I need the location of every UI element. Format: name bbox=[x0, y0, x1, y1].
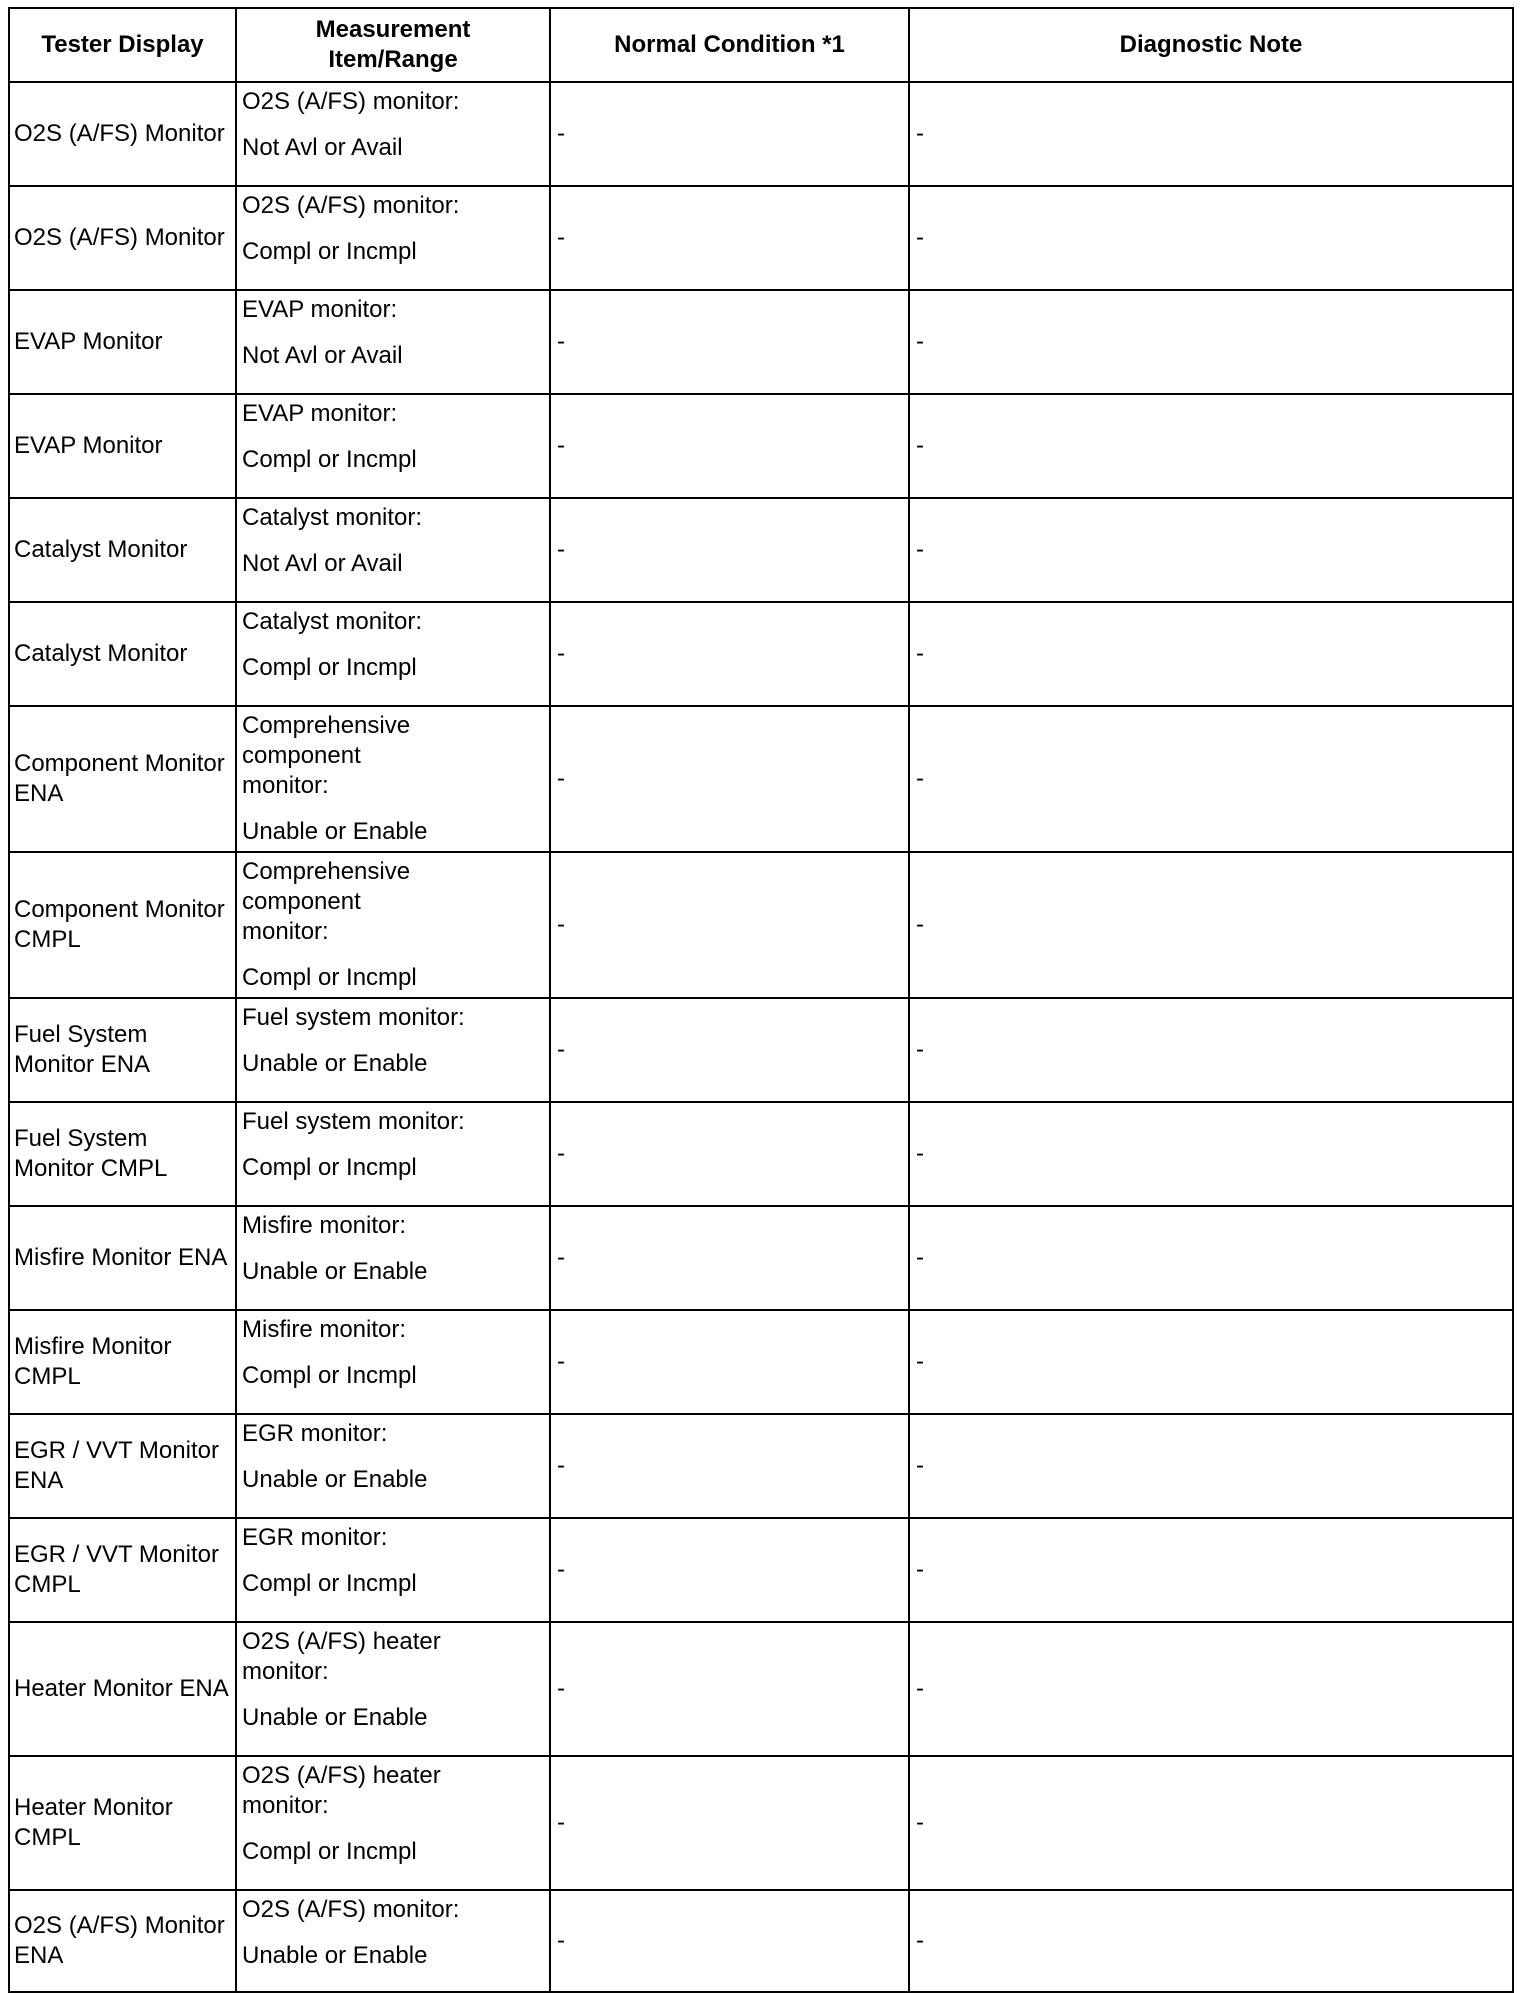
table-header-row bbox=[9, 8, 1513, 82]
measurement-item: Misfire monitor: bbox=[242, 1212, 407, 1239]
table-row bbox=[9, 1310, 1513, 1414]
measurement-range: Unable or Enable bbox=[242, 1258, 428, 1285]
tester-display-cell bbox=[9, 394, 236, 498]
diagnostic-note-cell: - bbox=[909, 1622, 1513, 1756]
measurement-cell bbox=[236, 290, 550, 394]
header-normal-condition: Normal Condition *1 bbox=[550, 8, 909, 82]
tester-display-text: Fuel System Monitor ENA bbox=[14, 1021, 151, 1078]
diagnostic-note-cell: - bbox=[909, 1206, 1513, 1310]
table-row bbox=[9, 998, 1513, 1102]
diagnostic-note-cell: - bbox=[909, 1414, 1513, 1518]
diagnostic-note-cell: - bbox=[909, 82, 1513, 186]
diagnostic-note-cell: - bbox=[909, 498, 1513, 602]
normal-condition-cell: - bbox=[550, 602, 909, 706]
diagnostic-note-cell: - bbox=[909, 602, 1513, 706]
measurement-range: Compl or Incmpl bbox=[242, 1570, 417, 1597]
diagnostic-note-cell: - bbox=[909, 852, 1513, 998]
table-row bbox=[9, 1890, 1513, 1992]
table-row bbox=[9, 1206, 1513, 1310]
measurement-item: O2S (A/FS) heater monitor: bbox=[242, 1628, 441, 1685]
measurement-range: Not Avl or Avail bbox=[242, 134, 403, 161]
measurement-cell bbox=[236, 1890, 550, 1992]
measurement-range: Unable or Enable bbox=[242, 1050, 428, 1077]
measurement-cell bbox=[236, 1756, 550, 1890]
measurement-cell bbox=[236, 1622, 550, 1756]
measurement-cell bbox=[236, 1414, 550, 1518]
table-row bbox=[9, 1622, 1513, 1756]
tester-display-cell bbox=[9, 1890, 236, 1992]
tester-display-text: Heater Monitor CMPL bbox=[14, 1794, 173, 1851]
tester-display-text: O2S (A/FS) Monitor bbox=[14, 120, 225, 147]
monitor-status-table bbox=[8, 7, 1514, 1993]
table-row bbox=[9, 290, 1513, 394]
measurement-range: Unable or Enable bbox=[242, 818, 428, 845]
tester-display-cell bbox=[9, 1756, 236, 1890]
tester-display-text: Heater Monitor ENA bbox=[14, 1675, 229, 1702]
measurement-item: O2S (A/FS) monitor: bbox=[242, 1896, 460, 1923]
normal-condition-cell: - bbox=[550, 998, 909, 1102]
diagnostic-note-cell: - bbox=[909, 706, 1513, 852]
measurement-range: Compl or Incmpl bbox=[242, 1362, 417, 1389]
measurement-cell bbox=[236, 706, 550, 852]
tester-display-text: Component Monitor ENA bbox=[14, 750, 225, 807]
tester-display-cell bbox=[9, 290, 236, 394]
table-row bbox=[9, 852, 1513, 998]
measurement-cell bbox=[236, 602, 550, 706]
tester-display-cell bbox=[9, 706, 236, 852]
tester-display-cell bbox=[9, 1622, 236, 1756]
normal-condition-cell: - bbox=[550, 186, 909, 290]
tester-display-text: Misfire Monitor CMPL bbox=[14, 1333, 172, 1390]
measurement-item: EVAP monitor: bbox=[242, 400, 398, 427]
measurement-item: Comprehensive component monitor: bbox=[242, 858, 411, 945]
normal-condition-cell: - bbox=[550, 1102, 909, 1206]
table-body bbox=[9, 82, 1513, 1992]
measurement-range: Compl or Incmpl bbox=[242, 1154, 417, 1181]
diagnostic-note-cell: - bbox=[909, 998, 1513, 1102]
normal-condition-cell: - bbox=[550, 706, 909, 852]
table-row bbox=[9, 602, 1513, 706]
normal-condition-cell: - bbox=[550, 1310, 909, 1414]
tester-display-cell bbox=[9, 602, 236, 706]
normal-condition-cell: - bbox=[550, 1622, 909, 1756]
measurement-item: EGR monitor: bbox=[242, 1420, 388, 1447]
measurement-range: Compl or Incmpl bbox=[242, 446, 417, 473]
table-row bbox=[9, 394, 1513, 498]
header-diagnostic-note: Diagnostic Note bbox=[909, 8, 1513, 82]
tester-display-cell bbox=[9, 1206, 236, 1310]
measurement-item: Catalyst monitor: bbox=[242, 504, 423, 531]
header-measurement-label: Measurement Item/Range bbox=[315, 16, 471, 73]
normal-condition-cell: - bbox=[550, 498, 909, 602]
tester-display-text: EGR / VVT Monitor CMPL bbox=[14, 1541, 219, 1598]
measurement-item: Misfire monitor: bbox=[242, 1316, 407, 1343]
table-row bbox=[9, 1518, 1513, 1622]
diagnostic-note-cell: - bbox=[909, 1518, 1513, 1622]
measurement-cell bbox=[236, 1310, 550, 1414]
tester-display-cell bbox=[9, 186, 236, 290]
measurement-cell bbox=[236, 852, 550, 998]
tester-display-cell bbox=[9, 1414, 236, 1518]
measurement-cell bbox=[236, 82, 550, 186]
diagnostic-note-cell: - bbox=[909, 1310, 1513, 1414]
normal-condition-cell: - bbox=[550, 1756, 909, 1890]
measurement-range: Unable or Enable bbox=[242, 1466, 428, 1493]
tester-display-text: Fuel System Monitor CMPL bbox=[14, 1125, 168, 1182]
measurement-item: O2S (A/FS) monitor: bbox=[242, 88, 460, 115]
header-tester-display: Tester Display bbox=[9, 8, 236, 82]
measurement-range: Unable or Enable bbox=[242, 1942, 428, 1969]
tester-display-cell bbox=[9, 852, 236, 998]
table-row bbox=[9, 1102, 1513, 1206]
tester-display-cell bbox=[9, 82, 236, 186]
measurement-range: Compl or Incmpl bbox=[242, 1838, 417, 1865]
diagnostic-note-cell: - bbox=[909, 1102, 1513, 1206]
diagnostic-note-cell: - bbox=[909, 186, 1513, 290]
measurement-cell bbox=[236, 1518, 550, 1622]
measurement-item: Catalyst monitor: bbox=[242, 608, 423, 635]
normal-condition-cell: - bbox=[550, 1414, 909, 1518]
tester-display-text: O2S (A/FS) Monitor bbox=[14, 224, 225, 251]
table-row bbox=[9, 82, 1513, 186]
measurement-item: O2S (A/FS) heater monitor: bbox=[242, 1762, 441, 1819]
measurement-cell bbox=[236, 998, 550, 1102]
measurement-item: O2S (A/FS) monitor: bbox=[242, 192, 460, 219]
tester-display-text: EVAP Monitor bbox=[14, 432, 163, 459]
normal-condition-cell: - bbox=[550, 852, 909, 998]
measurement-range: Not Avl or Avail bbox=[242, 550, 403, 577]
tester-display-text: Misfire Monitor ENA bbox=[14, 1244, 228, 1271]
measurement-range: Not Avl or Avail bbox=[242, 342, 403, 369]
measurement-item: EGR monitor: bbox=[242, 1524, 388, 1551]
measurement-item: Fuel system monitor: bbox=[242, 1004, 465, 1031]
measurement-item: EVAP monitor: bbox=[242, 296, 398, 323]
measurement-cell bbox=[236, 394, 550, 498]
measurement-range: Unable or Enable bbox=[242, 1704, 428, 1731]
tester-display-text: EGR / VVT Monitor ENA bbox=[14, 1437, 219, 1494]
diagnostic-note-cell: - bbox=[909, 1756, 1513, 1890]
measurement-cell bbox=[236, 498, 550, 602]
table-row bbox=[9, 1414, 1513, 1518]
measurement-range: Compl or Incmpl bbox=[242, 654, 417, 681]
measurement-item: Fuel system monitor: bbox=[242, 1108, 465, 1135]
tester-display-cell bbox=[9, 498, 236, 602]
table-row bbox=[9, 1756, 1513, 1890]
diagnostic-note-cell: - bbox=[909, 394, 1513, 498]
diagnostic-note-cell: - bbox=[909, 1890, 1513, 1992]
table-row bbox=[9, 706, 1513, 852]
normal-condition-cell: - bbox=[550, 82, 909, 186]
normal-condition-cell: - bbox=[550, 1890, 909, 1992]
tester-display-cell bbox=[9, 998, 236, 1102]
measurement-cell bbox=[236, 1102, 550, 1206]
normal-condition-cell: - bbox=[550, 1518, 909, 1622]
measurement-item: Comprehensive component monitor: bbox=[242, 712, 411, 799]
tester-display-text: O2S (A/FS) Monitor ENA bbox=[14, 1912, 225, 1969]
tester-display-cell bbox=[9, 1310, 236, 1414]
tester-display-text: Catalyst Monitor bbox=[14, 640, 188, 667]
measurement-range: Compl or Incmpl bbox=[242, 238, 417, 265]
tester-display-text: EVAP Monitor bbox=[14, 328, 163, 355]
measurement-cell bbox=[236, 186, 550, 290]
tester-display-text: Component Monitor CMPL bbox=[14, 896, 225, 953]
normal-condition-cell: - bbox=[550, 394, 909, 498]
header-measurement-item-range bbox=[236, 8, 550, 82]
table-row bbox=[9, 186, 1513, 290]
tester-display-cell bbox=[9, 1518, 236, 1622]
tester-display-text: Catalyst Monitor bbox=[14, 536, 188, 563]
normal-condition-cell: - bbox=[550, 290, 909, 394]
tester-display-cell bbox=[9, 1102, 236, 1206]
diagnostic-note-cell: - bbox=[909, 290, 1513, 394]
table-row bbox=[9, 498, 1513, 602]
measurement-cell bbox=[236, 1206, 550, 1310]
measurement-range: Compl or Incmpl bbox=[242, 964, 417, 991]
normal-condition-cell: - bbox=[550, 1206, 909, 1310]
